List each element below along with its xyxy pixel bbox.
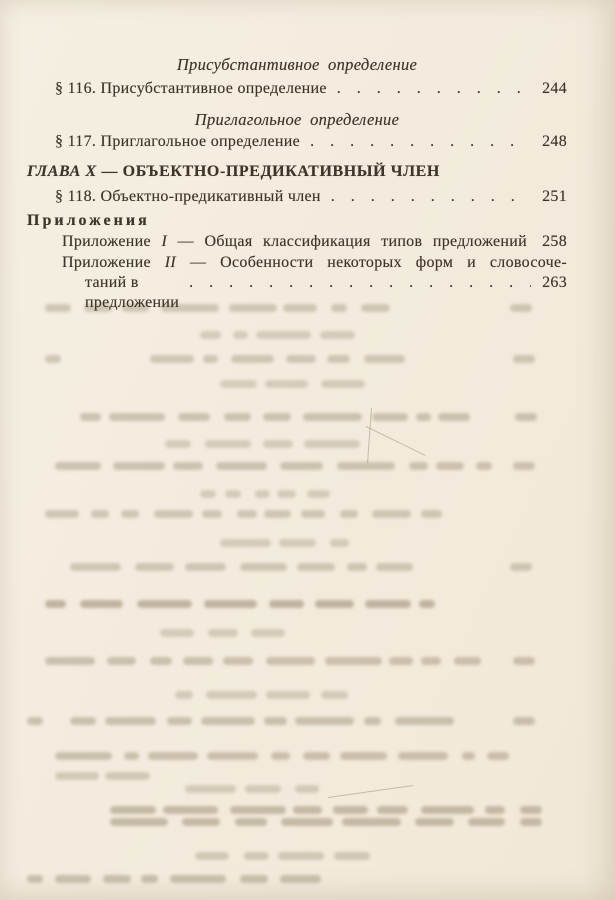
toc-subheading: Приглагольное определение xyxy=(194,110,400,129)
toc-subheading: Присубстантивное определение xyxy=(176,55,418,74)
chapter-title: ОБЪЕКТНО-ПРЕДИКАТИВНЫЙ ЧЛЕН xyxy=(122,163,440,180)
toc-appendix-2-continuation xyxy=(27,273,567,313)
chapter-number: ГЛАВА X xyxy=(27,163,97,180)
toc-entry-page-number: 258 xyxy=(542,233,567,250)
toc-entry-116 xyxy=(27,79,567,99)
toc-entry-label: таний в предложении xyxy=(85,274,180,311)
appendix-name: Приложение xyxy=(62,233,151,250)
toc-appendices-heading: Приложения xyxy=(27,212,150,229)
appendix-dash: — xyxy=(177,233,194,250)
toc-entry-page-number: 251 xyxy=(542,188,567,205)
appendix-title: Общая классификация типов предложений xyxy=(204,233,527,250)
appendix-label xyxy=(62,232,527,252)
toc-entry-page-number: 263 xyxy=(542,274,567,291)
toc-entry-label: § 116. Присубстантивное определение xyxy=(55,80,327,97)
dot-leader xyxy=(331,187,531,207)
appendix-dash: — xyxy=(189,254,207,271)
toc-entry-label: § 118. Объектно-предикативный член xyxy=(55,188,321,205)
toc-appendix-1 xyxy=(27,232,567,252)
toc-entry-label: § 117. Приглагольное определение xyxy=(55,133,301,150)
dot-leader xyxy=(310,132,531,152)
dot-leader xyxy=(189,273,531,293)
appendix-title: Особенности некоторых форм и словосоче- xyxy=(220,254,567,271)
toc-appendix-2 xyxy=(27,253,567,273)
toc-chapter-heading xyxy=(27,162,567,182)
appendix-numeral: I xyxy=(161,233,168,250)
toc-entry-117 xyxy=(27,132,567,152)
appendix-numeral: II xyxy=(164,254,177,271)
toc-entry-page-number: 248 xyxy=(542,133,567,150)
chapter-dash: — xyxy=(101,163,119,180)
toc-entry-118 xyxy=(27,187,567,207)
appendix-name: Приложение xyxy=(62,254,151,271)
toc-entry-page-number: 244 xyxy=(542,80,567,97)
dot-leader xyxy=(337,79,531,99)
